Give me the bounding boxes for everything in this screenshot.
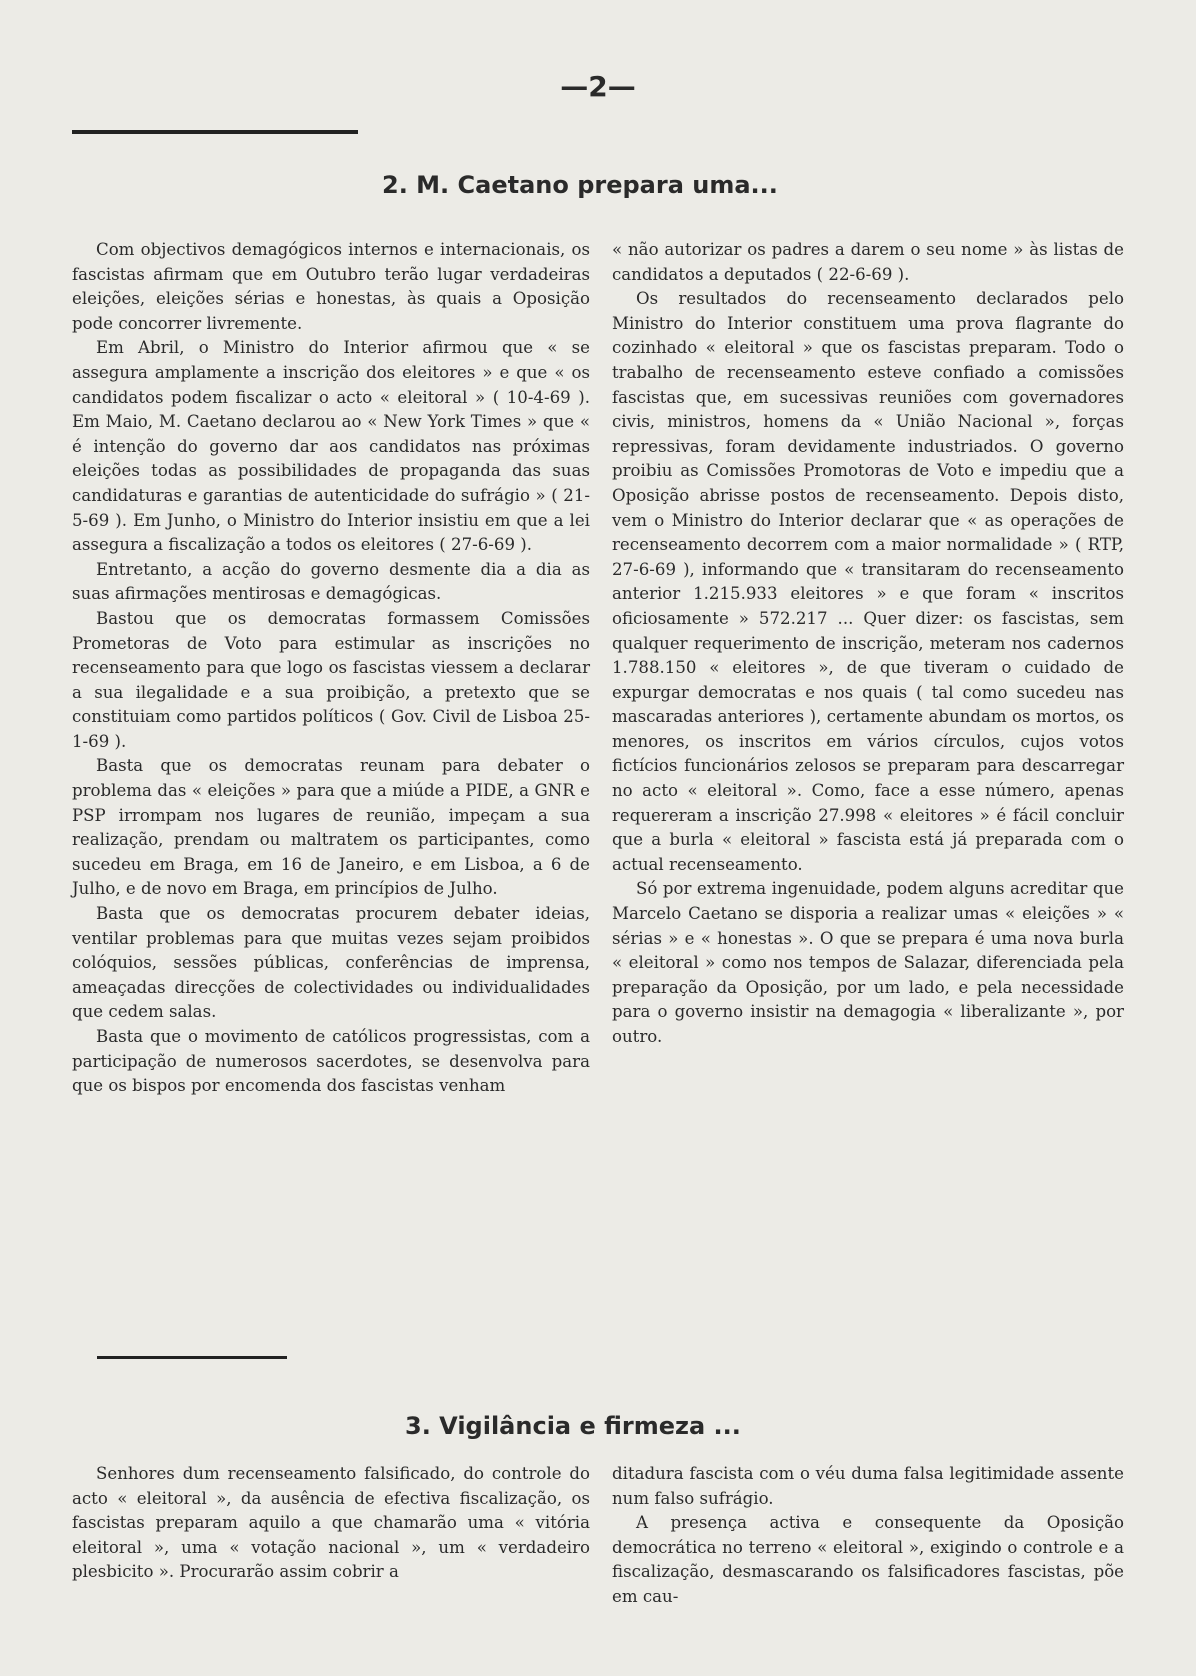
section-3-left-column — [72, 1462, 590, 1585]
paragraph: Bastou que os democratas formassem Comissões Prometoras de Voto para estimular as inscrições no recenseamento para que logo os fascistas viessem a declarar a sua ilegalidade e a sua proibição, a pretexto que se constituiam como partidos políticos ( Gov. Civil de Lisboa 25-1-69 ). — [72, 608, 590, 751]
paragraph: Entretanto, a acção do governo desmente dia a dia as suas afirmações mentirosas e demagógicas. — [72, 559, 590, 604]
paragraph: Em Abril, o Ministro do Interior afirmou que « se assegura amplamente a inscrição dos eleitores » e que « os candidatos podem fiscalizar o acto « eleitoral » ( 10-4-69 ). Em Maio, M. Caetano declarou ao « New York Times » que « é intenção do governo dar aos candidatos nas próximas eleições todas as possibilidades de propaganda das suas candidaturas e garantias de autenticidade do sufrágio » ( 21-5-69 ). Em Junho, o Ministro do Interior insistiu em que a lei assegura a fiscalização a todos os eleitores ( 27-6-69 ). — [72, 338, 590, 555]
paragraph: A presença activa e consequente da Oposição democrática no terreno « eleitoral », exigindo o controle e a fiscalização, desmascarando os falsificadores fascistas, põe em cau- — [612, 1513, 1124, 1606]
paragraph: Só por extrema ingenuidade, podem alguns acreditar que Marcelo Caetano se disporia a realizar umas « eleições » « sérias » e « honestas ». O que se prepara é uma nova burla « eleitoral » como nos tempos de Salazar, diferenciada pela preparação da Oposição, por um lado, e pela necessidade para o governo insistir na demagogia « liberalizante », por outro. — [612, 879, 1124, 1046]
paragraph: Basta que o movimento de católicos progressistas, com a participação de numerosos sacerdotes, se desenvolva para que os bispos por encomenda dos fascistas venham — [72, 1027, 590, 1096]
section-divider — [97, 1356, 287, 1359]
section-2-left-column — [72, 238, 590, 1099]
paragraph: ditadura fascista com o véu duma falsa legitimidade assente num falso sufrágio. — [612, 1464, 1124, 1508]
top-divider — [72, 130, 358, 134]
paragraph: Basta que os democratas procurem debater ideias, ventilar problemas para que muitas vezes sejam proibidos colóquios, sessões públicas, conferências de imprensa, ameaçadas direcções de colectividades ou individualidades que cedem salas. — [72, 904, 590, 1022]
section-3-right-column — [612, 1462, 1124, 1610]
section-2-right-column — [612, 238, 1124, 1050]
paragraph: Basta que os democratas reunam para debater o problema das « eleições » para que a miúde a PIDE, a GNR e PSP irrompam nos lugares de reunião, impeçam a sua realização, prendam ou maltratem os participantes, como sucedeu em Braga, em 16 de Janeiro, e em Lisboa, a 6 de Julho, e de novo em Braga, em princípios de Julho. — [72, 756, 590, 899]
paragraph: « não autorizar os padres a darem o seu nome » às listas de candidatos a deputados ( 22-6-69 ). — [612, 240, 1124, 284]
paragraph: Os resultados do recenseamento declarados pelo Ministro do Interior constituem uma prova flagrante do cozinhado « eleitoral » que os fascistas preparam. Todo o trabalho de recenseamento esteve confiado a comissões fascistas que, em sucessivas reuniões com governadores civis, ministros, homens da « União Nacional », forças repressivas, foram devidamente industriados. O governo proibiu as Comissões Promotoras de Voto e impediu que a Oposição abrisse postos de recenseamento. Depois disto, vem o Ministro do Interior declarar que « as operações de recenseamento decorrem com a maior normalidade » ( RTP, 27-6-69 ), informando que « transitaram do recenseamento anterior 1.215.933 eleitores » e que foram « inscritos oficiosamente » 572.217 ... Quer dizer: os fascistas, sem qualquer requerimento de inscrição, meteram nos cadernos 1.788.150 « eleitores », de que tiveram o cuidado de expurgar democratas e nos quais ( tal como sucedeu nas mascaradas anteriores ), certamente abundam os mortos, os menores, os inscritos em vários círculos, cujos votos fictícios funcionários zelosos se preparam para descarregar no acto « eleitoral ». Como, face a esse número, apenas requereram a inscrição 27.998 « eleitores » é fácil concluir que a burla « eleitoral » fascista está já preparada com o actual recenseamento. — [612, 289, 1124, 874]
page-number: —2— — [560, 70, 636, 103]
section-3-heading: 3. Vigilância e firmeza ... — [405, 1412, 741, 1440]
paragraph: Com objectivos demagógicos internos e internacionais, os fascistas afirmam que em Outubro terão lugar verdadeiras eleições, eleições sérias e honestas, às quais a Oposição pode concorrer livremente. — [72, 240, 590, 333]
paragraph: Senhores dum recenseamento falsificado, do controle do acto « eleitoral », da ausência de efectiva fiscalização, os fascistas preparam aquilo a que chamarão uma « vitória eleitoral », uma « votação nacional », um « verdadeiro plesbicito ». Procurarão assim cobrir a — [72, 1464, 590, 1582]
section-2-heading: 2. M. Caetano prepara uma... — [382, 171, 778, 199]
